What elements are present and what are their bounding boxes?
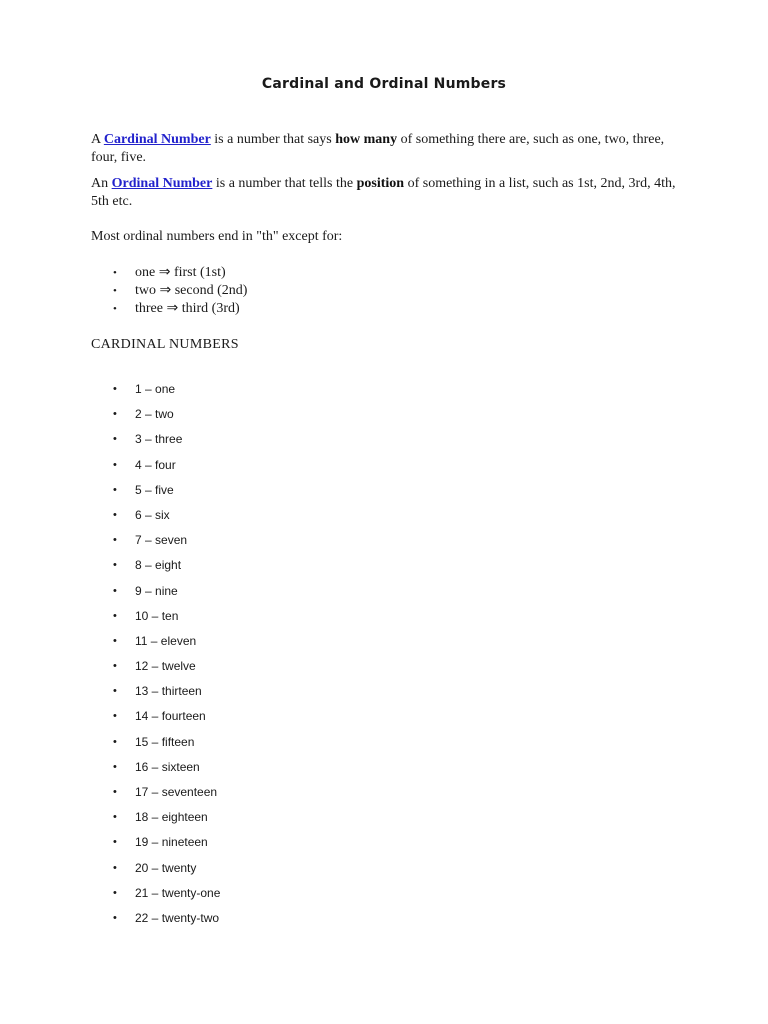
bullet-icon: •	[113, 433, 117, 446]
bullet-icon: •	[113, 609, 117, 622]
list-item-text: one ⇒ first (1st)	[135, 265, 226, 280]
list-item	[91, 582, 220, 607]
list-item-text: 1 – one	[135, 382, 176, 396]
list-item	[91, 556, 220, 581]
list-item	[91, 264, 247, 282]
list-item	[91, 380, 220, 405]
ordinal-mid: is a number that tells the	[212, 176, 357, 191]
bullet-icon: •	[113, 303, 117, 315]
bullet-icon: •	[113, 634, 117, 647]
ordinal-prefix: An	[91, 176, 112, 191]
list-item	[91, 430, 220, 455]
list-item	[91, 607, 220, 632]
list-item	[91, 808, 220, 833]
bullet-icon: •	[113, 735, 117, 748]
exceptions-list	[91, 264, 247, 318]
list-item-text: 12 – twelve	[135, 659, 196, 674]
list-item-text: 4 – four	[135, 457, 176, 472]
list-item-text: 2 – two	[135, 407, 174, 422]
list-item	[91, 300, 247, 318]
list-item-text: 17 – seventeen	[135, 785, 218, 799]
bullet-icon: •	[113, 285, 117, 297]
list-item-text: three ⇒ third (3rd)	[135, 301, 240, 316]
bullet-icon: •	[113, 267, 117, 279]
ordinal-number-link[interactable]: Ordinal Number	[111, 176, 213, 191]
bullet-icon: •	[113, 559, 117, 572]
list-item	[91, 707, 220, 732]
bullet-icon: •	[113, 786, 117, 798]
list-item	[91, 884, 220, 909]
list-item	[91, 481, 220, 506]
list-item	[91, 859, 220, 884]
bullet-icon: •	[113, 483, 117, 496]
list-item	[91, 632, 220, 657]
cardinal-mid: is a number that says	[210, 132, 336, 147]
bullet-icon: •	[113, 886, 117, 899]
bullet-icon: •	[113, 710, 117, 723]
bullet-icon: •	[113, 584, 117, 597]
page-title: Cardinal and Ordinal Numbers	[261, 76, 507, 92]
list-item-text: 13 – thirteen	[135, 684, 202, 699]
list-item	[91, 506, 220, 531]
list-item-text: 7 – seven	[135, 533, 188, 548]
bullet-icon: •	[113, 408, 117, 421]
ordinal-definition	[91, 175, 681, 211]
exceptions-intro: Most ordinal numbers end in "th" except for:	[91, 229, 343, 244]
bullet-icon: •	[113, 458, 117, 471]
list-item	[91, 833, 220, 858]
list-item-text: 10 – ten	[135, 608, 179, 623]
cardinal-definition	[91, 131, 681, 167]
list-item-text: 19 – nineteen	[135, 835, 208, 850]
list-item-text: 8 – eight	[135, 558, 182, 573]
ordinal-bold: position	[356, 176, 405, 191]
list-item-text: two ⇒ second (2nd)	[135, 283, 248, 298]
list-item-text: 6 – six	[135, 507, 170, 522]
bullet-icon: •	[113, 508, 117, 521]
bullet-icon: •	[113, 911, 117, 924]
cardinal-number-link[interactable]: Cardinal Number	[103, 132, 211, 147]
list-item	[91, 657, 220, 682]
list-item-text: 21 – twenty-one	[135, 885, 221, 900]
cardinal-bold: how many	[335, 132, 398, 147]
list-item-text: 3 – three	[135, 432, 183, 447]
ordinal-suffix: of something in a list, such as 1st, 2nd, 3rd, 4th, 5th etc.	[91, 176, 676, 209]
list-item	[91, 758, 220, 783]
cardinal-prefix: A	[91, 132, 104, 147]
bullet-icon: •	[113, 836, 117, 849]
list-item-text: 11 – eleven	[135, 633, 197, 648]
list-item	[91, 531, 220, 556]
bullet-icon: •	[113, 685, 117, 698]
list-item-text: 18 – eighteen	[135, 810, 208, 825]
list-item	[91, 909, 220, 934]
section-heading: CARDINAL NUMBERS	[91, 337, 239, 352]
bullet-icon: •	[113, 383, 117, 395]
bullet-icon: •	[113, 861, 117, 874]
list-item	[91, 456, 220, 481]
cardinal-suffix: of something there are, such as one, two, three, four, five.	[91, 132, 665, 165]
list-item	[91, 783, 220, 808]
bullet-icon: •	[113, 760, 117, 773]
list-item	[91, 682, 220, 707]
list-item	[91, 282, 247, 300]
list-item	[91, 405, 220, 430]
bullet-icon: •	[113, 811, 117, 824]
list-item-text: 22 – twenty-two	[135, 910, 220, 925]
list-item-text: 9 – nine	[135, 583, 178, 598]
bullet-icon: •	[113, 660, 117, 673]
list-item-text: 16 – sixteen	[135, 759, 200, 774]
list-item-text: 5 – five	[135, 482, 174, 497]
list-item-text: 15 – fifteen	[135, 734, 195, 749]
list-item-text: 20 – twenty	[135, 860, 197, 875]
cardinal-numbers-list	[91, 380, 220, 934]
list-item-text: 14 – fourteen	[135, 709, 206, 724]
bullet-icon: •	[113, 534, 117, 547]
list-item	[91, 733, 220, 758]
